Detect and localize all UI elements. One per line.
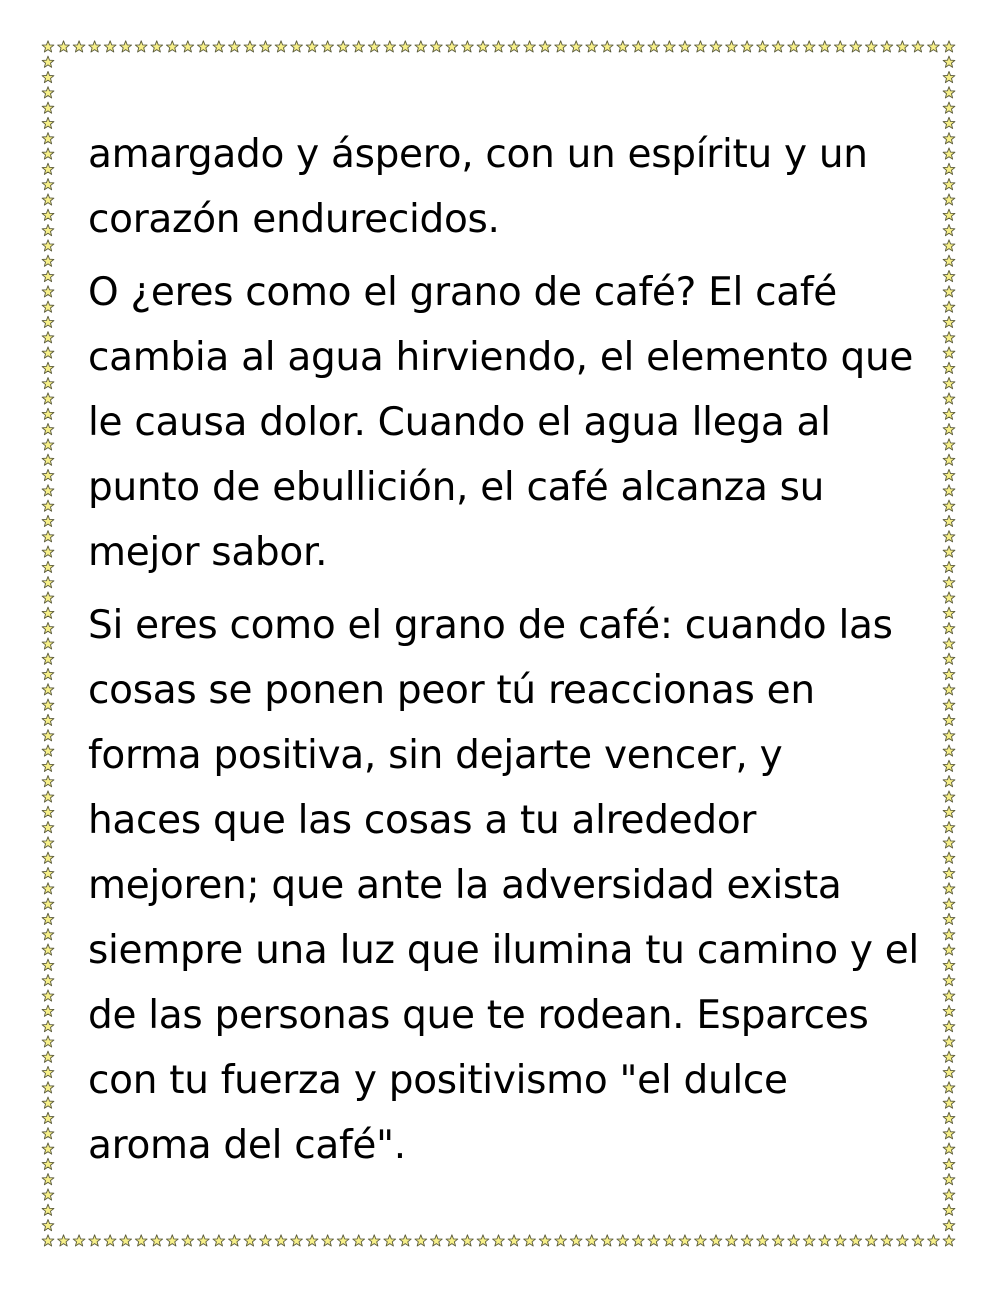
text-line: aroma del café". (88, 1123, 406, 1168)
star-icon (42, 56, 54, 67)
star-icon (850, 41, 862, 52)
star-icon (58, 41, 70, 52)
star-icon (151, 1235, 163, 1246)
paragraph-2 (88, 260, 918, 585)
star-icon (42, 439, 54, 450)
star-icon (42, 87, 54, 98)
star-icon (42, 653, 54, 664)
star-icon (943, 1189, 955, 1200)
star-icon (663, 1235, 675, 1246)
star-icon (943, 1066, 955, 1077)
star-icon (943, 485, 955, 496)
star-icon (943, 1051, 955, 1062)
star-icon (943, 393, 955, 404)
star-icon (726, 41, 738, 52)
star-icon (42, 821, 54, 832)
star-icon (42, 561, 54, 572)
star-icon (42, 117, 54, 128)
star-icon (648, 1235, 660, 1246)
star-icon (943, 1204, 955, 1215)
star-icon (943, 531, 955, 542)
star-icon (648, 41, 660, 52)
star-icon (337, 1235, 349, 1246)
star-icon (508, 41, 520, 52)
star-icon (850, 1235, 862, 1246)
star-icon (42, 393, 54, 404)
text-line: mejoren; que ante la adversidad exista (88, 863, 842, 908)
star-icon (399, 41, 411, 52)
star-icon (42, 975, 54, 986)
star-icon (42, 929, 54, 940)
star-icon (834, 41, 846, 52)
star-icon (42, 1174, 54, 1185)
star-icon (275, 1235, 287, 1246)
star-icon (182, 41, 194, 52)
text-line: cambia al agua hirviendo, el elemento que (88, 335, 914, 380)
text-line: haces que las cosas a tu alrededor (88, 798, 757, 843)
star-icon (943, 1020, 955, 1031)
star-icon (244, 1235, 256, 1246)
star-icon (42, 1097, 54, 1108)
star-icon (943, 378, 955, 389)
star-icon (430, 41, 442, 52)
star-icon (166, 1235, 178, 1246)
star-icon (943, 990, 955, 1001)
paragraph-1 (88, 122, 918, 252)
star-icon (943, 1219, 955, 1230)
star-icon (42, 240, 54, 251)
star-icon (42, 163, 54, 174)
star-icon (555, 1235, 567, 1246)
star-icon (803, 1235, 815, 1246)
star-icon (710, 41, 722, 52)
star-icon (42, 1020, 54, 1031)
star-icon (182, 1235, 194, 1246)
star-icon (275, 41, 287, 52)
star-icon (42, 1051, 54, 1062)
star-icon (943, 898, 955, 909)
star-icon (42, 71, 54, 82)
star-icon (912, 1235, 924, 1246)
star-icon (943, 439, 955, 450)
star-icon (943, 622, 955, 633)
star-icon (943, 699, 955, 710)
star-icon (42, 867, 54, 878)
star-icon (135, 41, 147, 52)
star-icon (555, 41, 567, 52)
star-icon (943, 102, 955, 113)
star-icon (42, 316, 54, 327)
star-icon (42, 776, 54, 787)
star-icon (943, 454, 955, 465)
star-icon (415, 41, 427, 52)
star-icon (42, 760, 54, 771)
text-line: Si eres como el grano de café: cuando las (88, 603, 893, 648)
star-icon (943, 730, 955, 741)
star-icon (42, 408, 54, 419)
text-line: corazón endurecidos. (88, 197, 500, 242)
star-icon (943, 255, 955, 266)
star-icon (415, 1235, 427, 1246)
star-icon (819, 1235, 831, 1246)
star-icon (943, 975, 955, 986)
star-icon (42, 1036, 54, 1047)
star-icon (42, 301, 54, 312)
star-icon (928, 41, 940, 52)
star-icon (42, 485, 54, 496)
star-icon (943, 41, 955, 52)
star-icon (943, 837, 955, 848)
star-icon (337, 41, 349, 52)
star-icon (865, 41, 877, 52)
star-icon (42, 454, 54, 465)
star-icon (679, 1235, 691, 1246)
star-icon (42, 332, 54, 343)
text-line: mejor sabor. (88, 530, 328, 575)
star-icon (42, 133, 54, 144)
star-icon (943, 760, 955, 771)
star-icon (260, 1235, 272, 1246)
star-icon (539, 41, 551, 52)
star-icon (943, 944, 955, 955)
star-icon (42, 1082, 54, 1093)
star-icon (42, 500, 54, 511)
star-icon (151, 41, 163, 52)
star-icon (679, 41, 691, 52)
text-line: O ¿eres como el grano de café? El café (88, 270, 837, 315)
star-icon (586, 1235, 598, 1246)
star-icon (368, 1235, 380, 1246)
star-icon (120, 1235, 132, 1246)
star-icon (943, 71, 955, 82)
star-icon (42, 730, 54, 741)
paragraph-3 (88, 593, 918, 1178)
star-icon (943, 1112, 955, 1123)
star-icon (229, 1235, 241, 1246)
star-icon (943, 270, 955, 281)
star-icon (943, 561, 955, 572)
star-icon (306, 1235, 318, 1246)
star-icon (42, 362, 54, 373)
star-icon (943, 332, 955, 343)
star-icon (834, 1235, 846, 1246)
star-icon (943, 668, 955, 679)
star-icon (42, 852, 54, 863)
star-icon (42, 944, 54, 955)
star-icon (42, 1235, 54, 1246)
star-icon (368, 41, 380, 52)
star-icon (741, 1235, 753, 1246)
star-icon (42, 1204, 54, 1215)
star-icon (943, 56, 955, 67)
star-icon (42, 699, 54, 710)
star-icon (601, 41, 613, 52)
text-line: le causa dolor. Cuando el agua llega al (88, 400, 831, 445)
star-icon (943, 87, 955, 98)
star-icon (135, 1235, 147, 1246)
star-icon (943, 1082, 955, 1093)
star-icon (42, 1066, 54, 1077)
star-icon (943, 791, 955, 802)
star-icon (943, 163, 955, 174)
star-icon (42, 41, 54, 52)
star-icon (42, 806, 54, 817)
star-icon (943, 301, 955, 312)
star-icon (943, 577, 955, 588)
star-icon (943, 408, 955, 419)
star-icon (632, 1235, 644, 1246)
star-icon (570, 41, 582, 52)
star-icon (570, 1235, 582, 1246)
star-icon (943, 546, 955, 557)
star-icon (943, 224, 955, 235)
star-icon (943, 240, 955, 251)
star-icon (229, 41, 241, 52)
star-icon (462, 41, 474, 52)
star-icon (89, 41, 101, 52)
star-icon (493, 41, 505, 52)
star-icon (42, 837, 54, 848)
star-icon (42, 546, 54, 557)
star-icon (943, 1005, 955, 1016)
star-icon (42, 194, 54, 205)
star-icon (42, 531, 54, 542)
star-icon (943, 148, 955, 159)
star-icon (42, 1189, 54, 1200)
star-icon (462, 1235, 474, 1246)
star-icon (42, 286, 54, 297)
star-icon (943, 133, 955, 144)
star-icon (772, 41, 784, 52)
star-icon (865, 1235, 877, 1246)
star-icon (524, 41, 536, 52)
star-icon (943, 1097, 955, 1108)
star-icon (104, 1235, 116, 1246)
star-icon (632, 41, 644, 52)
star-icon (42, 224, 54, 235)
star-icon (710, 1235, 722, 1246)
star-icon (772, 1235, 784, 1246)
star-icon (73, 1235, 85, 1246)
star-icon (943, 179, 955, 190)
star-icon (943, 592, 955, 603)
star-icon (73, 41, 85, 52)
star-icon (943, 852, 955, 863)
document-body (88, 122, 918, 1186)
star-icon (943, 1128, 955, 1139)
star-icon (943, 745, 955, 756)
star-icon (42, 898, 54, 909)
star-icon (42, 179, 54, 190)
star-icon (42, 1219, 54, 1230)
star-icon (42, 148, 54, 159)
text-line: punto de ebullición, el café alcanza su (88, 465, 825, 510)
star-icon (881, 1235, 893, 1246)
star-icon (943, 316, 955, 327)
text-line: de las personas que te rodean. Esparces (88, 993, 869, 1038)
star-icon (617, 41, 629, 52)
star-icon (42, 255, 54, 266)
star-icon (213, 41, 225, 52)
star-icon (42, 684, 54, 695)
star-icon (943, 347, 955, 358)
star-icon (943, 653, 955, 664)
star-icon (617, 1235, 629, 1246)
star-icon (166, 41, 178, 52)
star-icon (104, 41, 116, 52)
star-icon (42, 745, 54, 756)
star-icon (197, 41, 209, 52)
star-icon (42, 1158, 54, 1169)
star-icon (353, 41, 365, 52)
star-icon (757, 1235, 769, 1246)
star-icon (42, 592, 54, 603)
star-icon (430, 1235, 442, 1246)
star-icon (943, 929, 955, 940)
star-icon (943, 1158, 955, 1169)
star-icon (291, 41, 303, 52)
star-icon (42, 378, 54, 389)
star-icon (42, 209, 54, 220)
star-icon (803, 41, 815, 52)
star-icon (943, 883, 955, 894)
star-icon (42, 577, 54, 588)
star-icon (943, 607, 955, 618)
star-icon (943, 913, 955, 924)
star-icon (788, 1235, 800, 1246)
star-icon (353, 1235, 365, 1246)
star-icon (477, 41, 489, 52)
star-icon (446, 41, 458, 52)
star-icon (42, 347, 54, 358)
star-icon (943, 714, 955, 725)
star-icon (943, 286, 955, 297)
star-icon (477, 1235, 489, 1246)
text-line: siempre una luz que ilumina tu camino y el (88, 928, 919, 973)
star-icon (244, 41, 256, 52)
star-icon (42, 959, 54, 970)
star-icon (943, 117, 955, 128)
star-icon (42, 423, 54, 434)
star-icon (943, 423, 955, 434)
star-icon (741, 41, 753, 52)
star-icon (943, 1036, 955, 1047)
star-icon (42, 883, 54, 894)
star-icon (399, 1235, 411, 1246)
star-icon (943, 638, 955, 649)
star-icon (943, 776, 955, 787)
star-icon (42, 1112, 54, 1123)
star-icon (322, 41, 334, 52)
star-icon (42, 607, 54, 618)
star-icon (306, 41, 318, 52)
text-line: forma positiva, sin dejarte vencer, y (88, 733, 783, 778)
star-icon (943, 469, 955, 480)
star-icon (42, 990, 54, 1001)
star-icon (943, 867, 955, 878)
star-icon (928, 1235, 940, 1246)
star-icon (726, 1235, 738, 1246)
star-icon (897, 1235, 909, 1246)
star-icon (788, 41, 800, 52)
star-icon (42, 714, 54, 725)
star-icon (384, 41, 396, 52)
star-icon (695, 1235, 707, 1246)
star-icon (601, 1235, 613, 1246)
star-icon (943, 806, 955, 817)
star-icon (42, 638, 54, 649)
star-icon (943, 821, 955, 832)
star-icon (819, 41, 831, 52)
star-icon (943, 1235, 955, 1246)
star-icon (943, 1143, 955, 1154)
star-icon (213, 1235, 225, 1246)
star-icon (42, 622, 54, 633)
star-icon (539, 1235, 551, 1246)
star-icon (120, 41, 132, 52)
star-icon (508, 1235, 520, 1246)
star-icon (446, 1235, 458, 1246)
star-icon (943, 1174, 955, 1185)
star-icon (493, 1235, 505, 1246)
star-icon (89, 1235, 101, 1246)
star-icon (291, 1235, 303, 1246)
text-line: con tu fuerza y positivismo "el dulce (88, 1058, 788, 1103)
star-icon (58, 1235, 70, 1246)
star-icon (42, 913, 54, 924)
star-icon (943, 194, 955, 205)
star-icon (524, 1235, 536, 1246)
star-icon (42, 668, 54, 679)
star-icon (881, 41, 893, 52)
star-icon (695, 41, 707, 52)
star-icon (322, 1235, 334, 1246)
star-icon (757, 41, 769, 52)
text-line: amargado y áspero, con un espíritu y un (88, 132, 868, 177)
star-icon (384, 1235, 396, 1246)
star-icon (897, 41, 909, 52)
star-icon (42, 469, 54, 480)
star-icon (586, 41, 598, 52)
star-icon (943, 959, 955, 970)
star-icon (943, 500, 955, 511)
star-icon (260, 41, 272, 52)
star-icon (943, 362, 955, 373)
star-icon (663, 41, 675, 52)
star-icon (42, 1005, 54, 1016)
star-icon (42, 270, 54, 281)
star-icon (42, 791, 54, 802)
text-line: cosas se ponen peor tú reaccionas en (88, 668, 815, 713)
star-icon (42, 1143, 54, 1154)
star-icon (943, 515, 955, 526)
star-icon (912, 41, 924, 52)
star-icon (197, 1235, 209, 1246)
star-icon (42, 515, 54, 526)
star-icon (42, 102, 54, 113)
star-icon (943, 209, 955, 220)
star-icon (943, 684, 955, 695)
star-icon (42, 1128, 54, 1139)
